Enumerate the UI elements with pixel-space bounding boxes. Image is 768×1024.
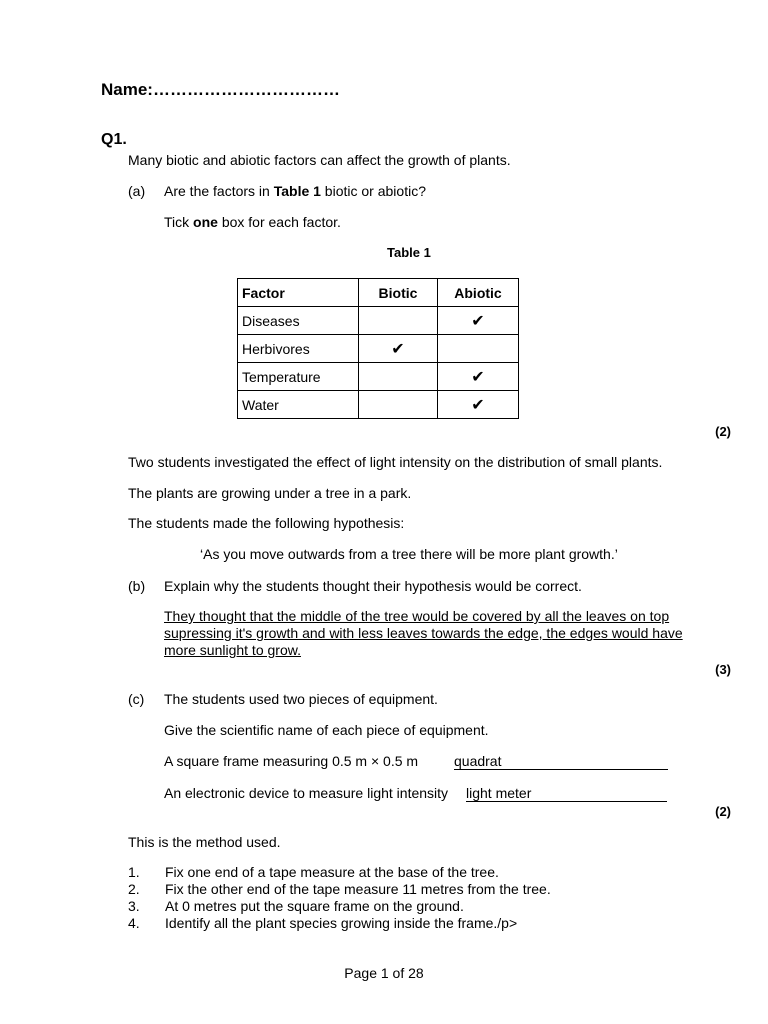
part-a-question-post: biotic or abiotic?	[320, 183, 426, 199]
header-abiotic: Abiotic	[438, 279, 519, 307]
step-text: Identify all the plant species growing inside the frame./p>	[165, 915, 518, 931]
table-row	[238, 307, 519, 335]
header-factor: Factor	[238, 279, 359, 307]
instruction-bold: one	[193, 214, 218, 230]
part-a-question-bold: Table 1	[273, 183, 321, 199]
table-row	[238, 363, 519, 391]
part-b-marks: (3)	[715, 662, 731, 677]
header-biotic: Biotic	[359, 279, 438, 307]
part-c-question: The students used two pieces of equipment.	[164, 691, 438, 707]
hypothesis-quote: ‘As you move outwards from a tree there will be more plant growth.’	[200, 546, 618, 562]
step-number: 2.	[128, 881, 140, 897]
equipment-2-answer: light meter	[466, 785, 532, 801]
biotic-tick-box[interactable]	[359, 391, 438, 419]
context-line-2: The plants are growing under a tree in a park.	[128, 485, 412, 501]
list-item	[128, 915, 551, 932]
part-a-label: (a)	[128, 183, 146, 199]
step-number: 4.	[128, 915, 140, 931]
factor-cell: Water	[238, 391, 359, 419]
factor-cell: Diseases	[238, 307, 359, 335]
list-item	[128, 864, 551, 881]
step-text: Fix one end of a tape measure at the base of the tree.	[165, 864, 499, 880]
list-item	[128, 881, 551, 898]
step-number: 3.	[128, 898, 140, 914]
table-title: Table 1	[387, 245, 431, 260]
equipment-1-answer: quadrat	[454, 753, 502, 769]
table-header-row	[238, 279, 519, 307]
part-a-question-pre: Are the factors in	[164, 183, 274, 199]
abiotic-tick-box[interactable]: ✔	[438, 391, 519, 419]
part-b-question: Explain why the students thought their hypothesis would be correct.	[164, 578, 582, 594]
part-b-answer[interactable]: They thought that the middle of the tree would be covered by all the leaves on top supressing it's growth and with less leaves towards the edge, the edges would have more sunlight to grow.	[164, 608, 683, 658]
context-line-3: The students made the following hypothesis:	[128, 515, 405, 531]
factors-table	[237, 278, 519, 419]
equipment-2-answer-line[interactable]	[466, 785, 667, 802]
part-c-instruction: Give the scientific name of each piece of equipment.	[164, 722, 489, 738]
part-a-question	[164, 183, 426, 199]
instruction-pre: Tick	[164, 214, 194, 230]
abiotic-tick-box[interactable]	[438, 335, 519, 363]
biotic-tick-box[interactable]	[359, 307, 438, 335]
question-number: Q1.	[101, 131, 127, 148]
page-number: Page 1 of 28	[344, 965, 424, 981]
part-c-marks: (2)	[715, 804, 731, 819]
part-b-label: (b)	[128, 578, 146, 594]
step-text: At 0 metres put the square frame on the ground.	[165, 898, 464, 914]
instruction-post: box for each factor.	[217, 214, 341, 230]
abiotic-tick-box[interactable]: ✔	[438, 307, 519, 335]
table-row	[238, 335, 519, 363]
part-a-instruction	[164, 214, 341, 230]
factor-cell: Herbivores	[238, 335, 359, 363]
context-line-1: Two students investigated the effect of light intensity on the distribution of small plants.	[128, 454, 663, 470]
equipment-2-text: An electronic device to measure light intensity	[164, 785, 449, 801]
abiotic-tick-box[interactable]: ✔	[438, 363, 519, 391]
part-c-label: (c)	[128, 691, 145, 707]
part-a-marks: (2)	[715, 424, 731, 439]
method-intro: This is the method used.	[128, 834, 281, 850]
method-steps-list	[128, 864, 551, 932]
name-field-label: Name:……………………………	[101, 80, 340, 99]
biotic-tick-box[interactable]	[359, 363, 438, 391]
step-text: Fix the other end of the tape measure 11 metres from the tree.	[165, 881, 551, 897]
list-item	[128, 898, 551, 915]
equipment-1-text: A square frame measuring 0.5 m × 0.5 m	[164, 753, 419, 769]
factor-cell: Temperature	[238, 363, 359, 391]
question-intro: Many biotic and abiotic factors can affect the growth of plants.	[128, 152, 511, 168]
biotic-tick-box[interactable]: ✔	[359, 335, 438, 363]
equipment-1-answer-line[interactable]	[454, 753, 668, 770]
step-number: 1.	[128, 864, 140, 880]
table-row	[238, 391, 519, 419]
